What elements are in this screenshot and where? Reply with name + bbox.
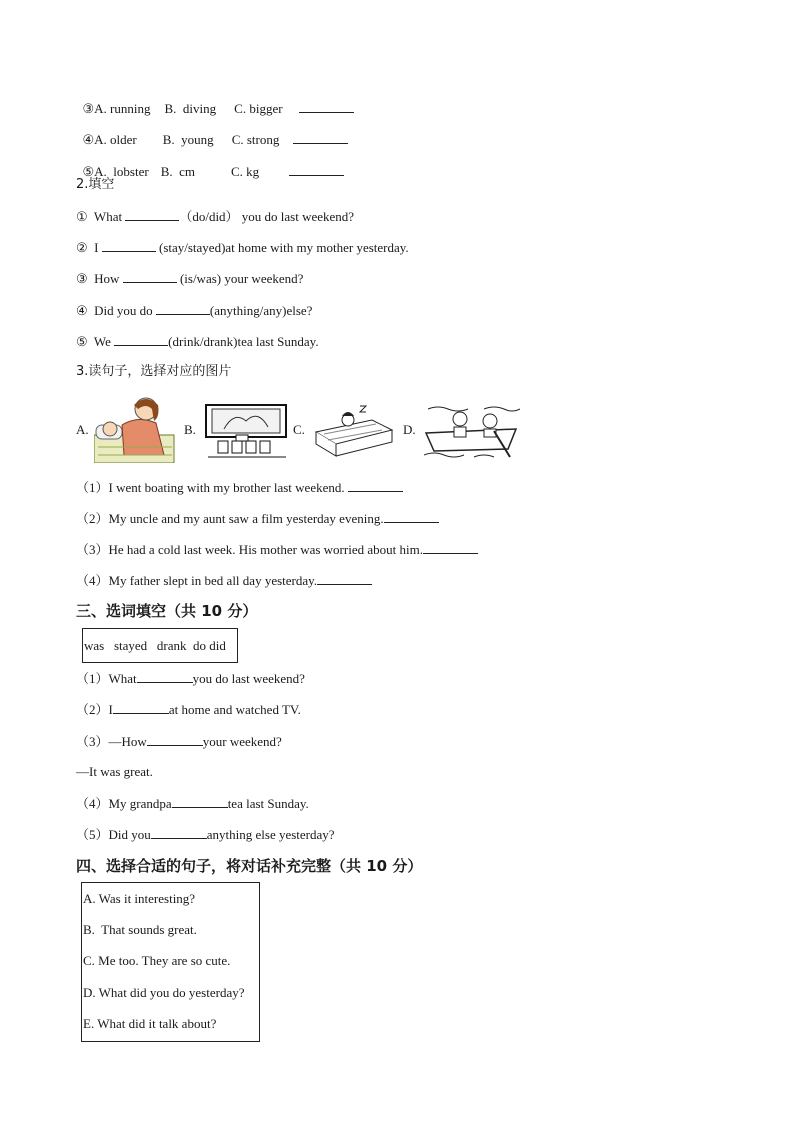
section-3-title: 3.读句子，选择对应的图片 [76,364,232,379]
sentence-option-b: B. That sounds great. [83,922,197,937]
option-b: B. young [162,132,214,147]
option-c: C. strong [231,132,280,147]
word-fill-reply: —It was great. [76,764,153,779]
part-4-heading: 四、选择合适的句子，将对话补充完整（共 10 分） [76,857,423,875]
part-3-heading: 三、选词填空（共 10 分） [76,602,258,620]
fill-item-1: ① What （do/did） you do last weekend? [76,209,355,224]
option-num: ③A. [82,101,107,116]
answer-blank[interactable] [423,541,478,554]
section-2-title: 2.填空 [76,177,115,192]
answer-blank[interactable] [113,701,169,714]
answer-blank[interactable] [137,670,193,683]
picture-a-mother-caring [94,395,176,463]
match-item-3: （3）He had a cold last week. His mother was worried about him. [76,541,478,558]
sentence-option-a: A. Was it interesting? [83,891,196,906]
option-row-5 [76,147,344,180]
option-c: C. kg [231,164,260,179]
match-item-1: （1）I went boating with my brother last weekend. [76,479,403,496]
answer-blank[interactable] [102,239,156,252]
picture-label-a: A. [76,422,89,437]
answer-blank[interactable] [289,163,344,176]
word-bank: was stayed drank do did [84,638,226,653]
sentence-option-c: C. Me too. They are so cute. [83,953,231,968]
option-row-3 [76,84,354,117]
match-item-2: （2）My uncle and my aunt saw a film yesterday evening. [76,510,439,527]
answer-blank[interactable] [125,208,179,221]
option-row-4 [76,115,348,148]
word-fill-3: （3）—How your weekend? [76,734,282,749]
answer-blank[interactable] [151,826,207,839]
answer-blank[interactable] [147,733,203,746]
picture-label-b: B. [184,422,196,437]
word-fill-4: （4）My grandpa tea last Sunday. [76,796,309,811]
option-a: older [110,132,137,147]
answer-blank[interactable] [293,131,348,144]
option-a: lobster [110,164,149,179]
answer-blank[interactable] [114,333,168,346]
word-fill-1: （1）What you do last weekend? [76,671,305,686]
picture-b-cinema [204,403,288,459]
answer-blank[interactable] [348,479,403,492]
picture-c-sleeping [312,402,394,460]
fill-item-2: ② I (stay/stayed)at home with my mother yesterday. [76,240,409,255]
answer-blank[interactable] [384,510,439,523]
picture-d-boating [424,403,522,459]
word-fill-5: （5）Did you anything else yesterday? [76,827,335,842]
option-num: ⑤A. [82,164,107,179]
answer-blank[interactable] [317,572,372,585]
answer-blank[interactable] [172,795,228,808]
sentence-option-d: D. What did you do yesterday? [83,985,245,1000]
option-b: B. diving [164,101,217,116]
fill-item-4: ④ Did you do (anything/any)else? [76,303,313,318]
sentence-option-e: E. What did it talk about? [83,1016,217,1031]
answer-blank[interactable] [123,270,177,283]
word-fill-2: （2）I at home and watched TV. [76,702,301,717]
fill-item-3: ③ How (is/was) your weekend? [76,271,304,286]
answer-blank[interactable] [156,302,210,315]
fill-item-5: ⑤ We (drink/drank)tea last Sunday. [76,334,319,349]
option-b: B. cm [160,164,195,179]
option-a: running [110,101,151,116]
match-item-4: （4）My father slept in bed all day yesterday. [76,572,372,589]
picture-label-d: D. [403,422,416,437]
picture-label-c: C. [293,422,305,437]
option-num: ④A. [82,132,107,147]
option-c: C. bigger [234,101,283,116]
answer-blank[interactable] [299,100,354,113]
